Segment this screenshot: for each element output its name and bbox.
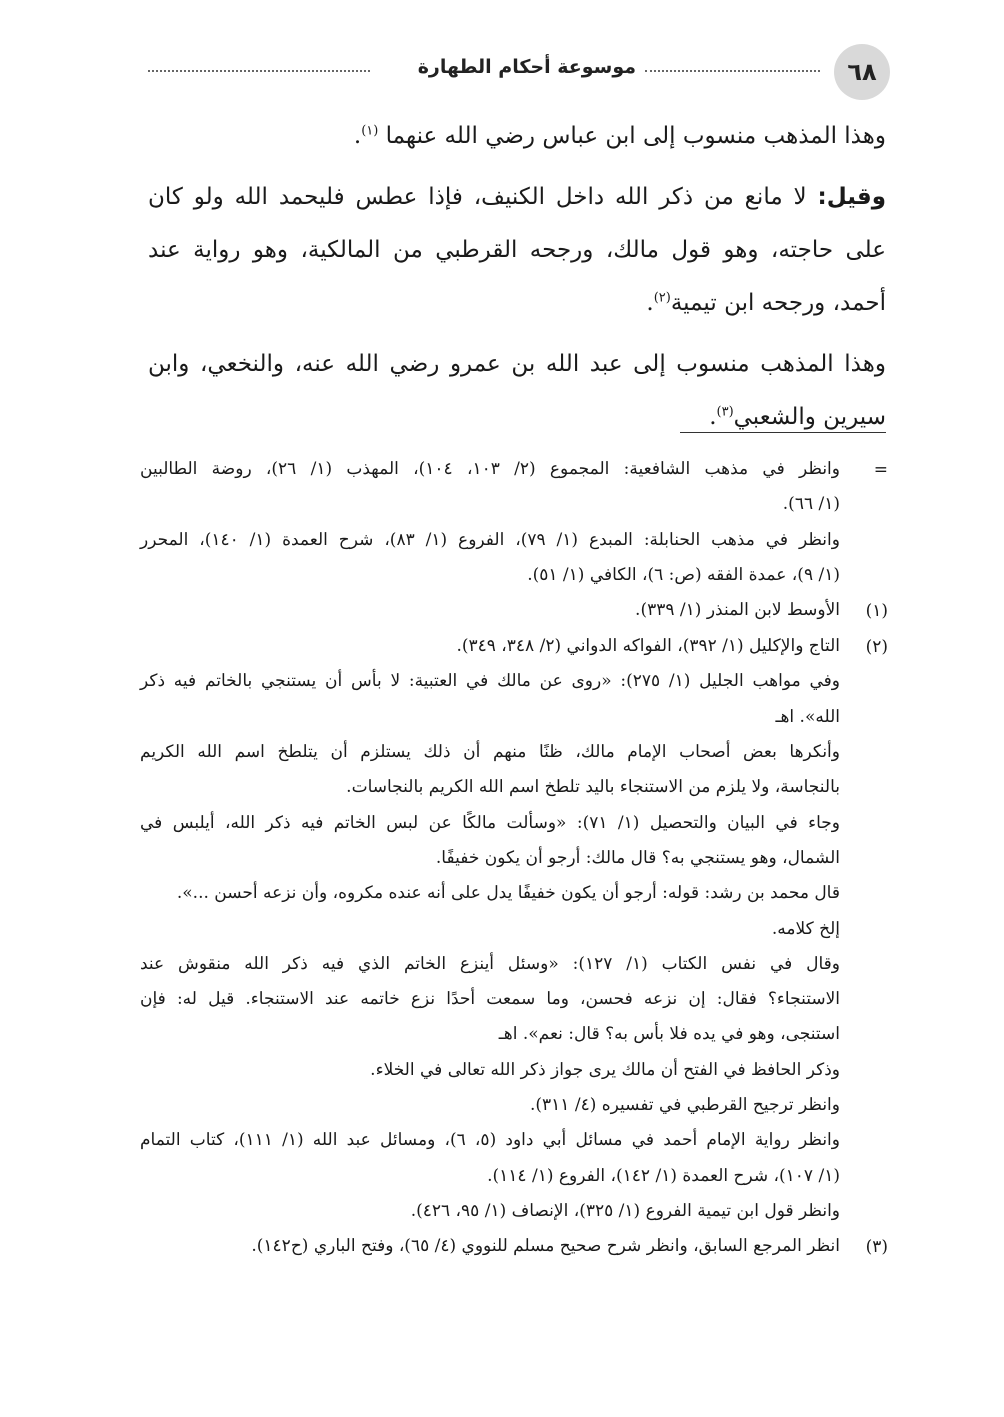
footnote-ref-1: (١) (361, 123, 379, 139)
footnote-line: الاستنجاء؟ فقال: إن نزعه فحسن، وما سمعت أحدًا نزع خاتمه عند الاستنجاء. قيل له: فإن (140, 989, 840, 1010)
opinion-label: وقيل: (817, 184, 887, 210)
page-number-badge: ٦٨ (834, 44, 890, 100)
footnote-marker: (١) (865, 601, 888, 622)
footnote-marker: = (873, 460, 888, 480)
header-dotted-leader-left (148, 70, 370, 72)
footnote-line: وانظر في مذهب الشافعية: المجموع (٢/ ١٠٣، ١٠٤)، المهذب (١/ ٢٦)، روضة الطالبين (140, 459, 840, 479)
paragraph-text: لا مانع من ذكر الله داخل الكنيف، فإذا عطس فليحمد الله ولو كان على حاجته، وهو قول مالك، ورجحه القرطبي من المالكية، وهو رواية عند أحمد، ورجحه ابن تيمية (148, 184, 886, 316)
paragraph-text: وهذا المذهب منسوب إلى ابن عباس رضي الله عنهما (385, 123, 886, 149)
footnote-1 (140, 593, 888, 629)
footnote-separator (680, 432, 886, 433)
footnote-line: وانظر في مذهب الحنابلة: المبدع (١/ ٧٩)، الفروع (١/ ٨٣)، شرح العمدة (١/ ١٤٠)، المحرر (140, 529, 840, 550)
footnote-marker: (٢) (865, 637, 888, 658)
footnote-line: إلخ كلامه. (771, 918, 840, 939)
footnote-line: بالنجاسة، ولا يلزم من الاستنجاء باليد تلطخ اسم الله الكريم بالنجاسات. (346, 777, 840, 798)
footnote-line: وقال في نفس الكتاب (١/ ١٢٧): «وسئل أينزع الخاتم الذي فيه ذكر الله منقوش عند (140, 953, 840, 974)
footnote-line: (١/ ٩)، عمدة الفقه (ص: ٦)، الكافي (١/ ٥١). (527, 564, 840, 585)
footnote-line: وفي مواهب الجليل (١/ ٢٧٥): «روى عن مالك في العتبية: لا بأس أن يستنجي بالخاتم فيه ذكر (140, 671, 840, 692)
header-dotted-leader-right (645, 70, 820, 72)
footnote-line: وجاء في البيان والتحصيل (١/ ٧١): «وسألت مالكًا عن لبس الخاتم فيه ذكر الله، أيلبس في (140, 812, 841, 833)
paragraph-second-opinion: وقيل: لا مانع من ذكر الله داخل الكنيف، فإذا عطس فليحمد الله ولو كان على حاجته، وهو قول مالك، ورجحه القرطبي من المالكية، وهو رواية عند أحمد، ورجحه ابن تيمية$^{(٢)}$. (148, 184, 887, 316)
footnote-line: استنجى، وهو في يده فلا بأس به؟ قال: نعم». اهـ (498, 1024, 840, 1045)
paragraph-ibn-abbas: وهذا المذهب منسوب إلى ابن عباس رضي الله عنهما $^{(١)}$. (353, 123, 886, 149)
book-title: موسوعة أحكام الطهارة (417, 56, 636, 78)
paragraph-abdullah-ibn-amr: وهذا المذهب منسوب إلى عبد الله بن عمرو رضي الله عنه، والنخعي، وابن سيرين والشعبي$^{(٣)}$. (148, 351, 886, 430)
footnote-line: وذكر الحافظ في الفتح أن مالك يرى جواز ذكر الله تعالى في الخلاء. (370, 1059, 840, 1080)
footnote-line: انظر المرجع السابق، وانظر شرح صحيح مسلم للنووي (٤/ ٦٥)، وفتح الباري (ح١٤٢). (251, 1236, 840, 1257)
footnote-ref-3: (٣) (716, 404, 734, 420)
footnote-marker: (٣) (865, 1237, 888, 1258)
footnote-line: (١/ ٦٦). (782, 494, 840, 515)
footnote-line: وانظر رواية الإمام أحمد في مسائل أبي داود (٥، ٦)، ومسائل عبد الله (١/ ١١١)، كتاب التمام (140, 1130, 840, 1151)
footnote-line: وأنكرها بعض أصحاب الإمام مالك، ظنًا منهم أن ذلك يستلزم أن يتلطخ اسم الله الكريم (140, 742, 840, 763)
footnote-line: (١/ ١٠٧)، شرح العمدة (١/ ١٤٢)، الفروع (١/ ١١٤). (487, 1165, 840, 1186)
running-header (148, 44, 890, 104)
footnote-ref-2: (٢) (653, 290, 671, 306)
footnote-2 (140, 629, 888, 1229)
footnote-line: الله». اهـ (775, 706, 840, 727)
footnote-line: وانظر ترجيح القرطبي في تفسيره (٤/ ٣١١). (529, 1095, 840, 1116)
footnote-3 (140, 1229, 888, 1265)
paragraph-text: وهذا المذهب منسوب إلى عبد الله بن عمرو رضي الله عنه، والنخعي، وابن سيرين والشعبي (148, 351, 886, 430)
footnote-line: قال محمد بن رشد: قوله: أرجو أن يكون خفيفًا يدل على أنه عنده مكروه، وأن نزعه أحسن ...». (176, 883, 840, 904)
main-text (148, 110, 886, 452)
footnote-continued (140, 452, 888, 593)
footnote-line: التاج والإكليل (١/ ٣٩٢)، الفواكه الدواني (٢/ ٣٤٨، ٣٤٩). (456, 636, 840, 657)
footnote-line: وانظر قول ابن تيمية الفروع (١/ ٣٢٥)، الإنصاف (١/ ٩٥، ٤٢٦). (410, 1200, 840, 1221)
footnotes (140, 452, 888, 1265)
footnote-line: الأوسط لابن المنذر (١/ ٣٣٩). (635, 600, 840, 621)
footnote-line: الشمال، وهو يستنجي به؟ قال مالك: أرجو أن يكون خفيفًا. (435, 847, 840, 868)
